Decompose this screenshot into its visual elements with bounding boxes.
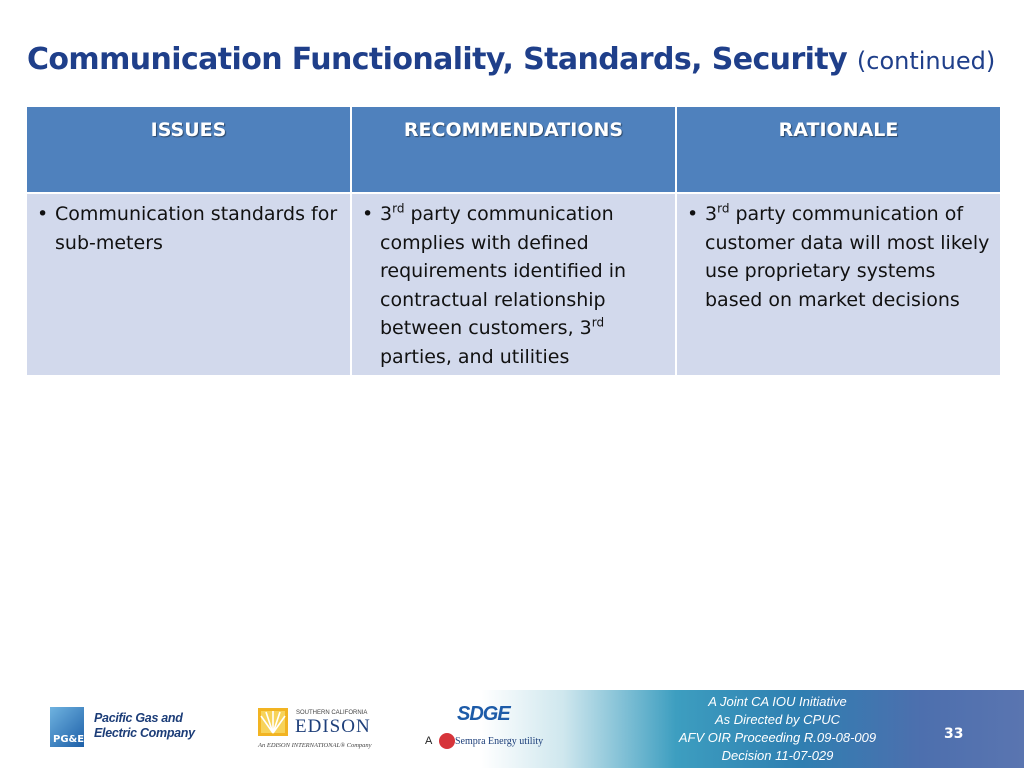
footer-line-2: As Directed by CPUC [715,712,840,727]
cell-issue [26,193,351,376]
header-rationale: RATIONALE [676,106,1001,193]
pge-logo-text [94,711,234,741]
header-recommendations: RECOMMENDATIONS [351,106,676,193]
bullet-item [37,200,344,257]
sempra-flame-icon [439,733,455,749]
recommendation-text [380,200,669,371]
bullet-item [687,200,994,314]
pge-mark-text: PG&E [53,734,85,745]
rec-superscript-2: rd [591,315,605,330]
footer-text [650,693,905,765]
sempra-tagline: Sempra Energy utility [455,736,544,747]
rec-number: 3 [380,203,393,225]
title-main: Communication Functionality, Standards, Security [27,42,848,77]
edison-region-text: SOUTHERN CALIFORNIA [296,710,368,716]
bullet-dot: • [687,203,699,225]
rec-superscript: rd [392,201,405,216]
issues-table [25,105,1002,377]
rationale-text [705,200,994,314]
rat-superscript: rd [717,201,730,216]
sdge-wordmark: SDGE [457,703,510,725]
cell-recommendation [351,193,676,376]
page-title [27,42,995,77]
cell-rationale [676,193,1001,376]
bullet-item [362,200,669,371]
pge-line-2: Electric Company [94,726,195,740]
table-row [26,193,1001,376]
sun-icon [258,708,288,736]
sdge-article: A [425,735,433,747]
bullet-dot: • [37,203,49,225]
header-issues: ISSUES [26,106,351,193]
pge-logo-icon [50,707,84,747]
page-number: 33 [944,726,964,742]
edison-logo [258,708,378,752]
issue-text: Communication standards for sub-meters [55,203,338,254]
rat-number: 3 [705,203,718,225]
footer-line-4: Decision 11-07-029 [721,748,834,763]
title-suffix: (continued) [856,47,996,75]
rec-text-part-b: parties, and utilities [380,345,570,368]
rat-text: party communication of customer data will most likely use proprietary systems based on market decisions [705,203,990,311]
footer-line-3: AFV OIR Proceeding R.09-08-009 [678,730,877,745]
edison-tagline: An EDISON INTERNATIONAL® Company [258,742,372,749]
bullet-dot: • [362,203,374,225]
pge-line-1: Pacific Gas and [94,711,183,725]
rec-text-part-a: party communication complies with defined requirements identified in contractual relationship between customers, 3 [380,203,627,339]
edison-wordmark: EDISON [295,716,371,737]
footer-line-1: A Joint CA IOU Initiative [708,694,847,709]
sdge-logo [425,703,555,755]
table-header-row [26,106,1001,193]
